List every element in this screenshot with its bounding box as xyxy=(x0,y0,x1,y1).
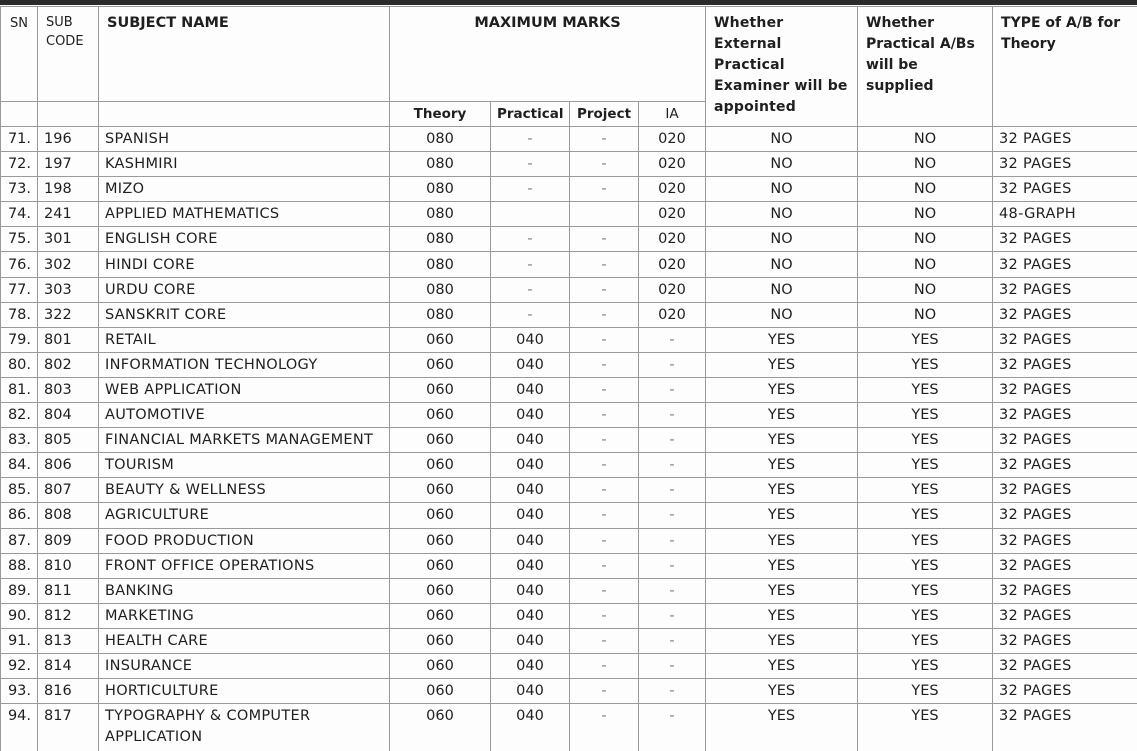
row-practical-marks: 040 xyxy=(491,628,570,653)
row-external-examiner: YES xyxy=(706,352,858,377)
row-external-examiner: NO xyxy=(706,202,858,227)
row-practical-marks: - xyxy=(491,252,570,277)
row-subject-name: RETAIL xyxy=(99,327,390,352)
row-sn: 76. xyxy=(1,252,38,277)
row-sn: 82. xyxy=(1,403,38,428)
row-project-marks: - xyxy=(570,403,639,428)
row-theory-marks: 060 xyxy=(390,704,491,751)
row-external-examiner: YES xyxy=(706,628,858,653)
row-ia-marks: 020 xyxy=(639,252,706,277)
row-project-marks: - xyxy=(570,252,639,277)
row-theory-marks: 060 xyxy=(390,403,491,428)
row-practical-ab-supplied: YES xyxy=(858,403,993,428)
table-row xyxy=(1,653,1137,678)
row-external-examiner: YES xyxy=(706,704,858,751)
row-external-examiner: YES xyxy=(706,327,858,352)
row-ia-marks: - xyxy=(639,352,706,377)
table-row xyxy=(1,628,1137,653)
header-sub-code xyxy=(38,7,99,102)
row-theory-marks: 060 xyxy=(390,679,491,704)
table-row xyxy=(1,578,1137,603)
row-ia-marks: 020 xyxy=(639,152,706,177)
header-project: Project xyxy=(570,102,639,127)
row-ia-marks: - xyxy=(639,377,706,402)
row-external-examiner: YES xyxy=(706,377,858,402)
row-ab-type: 32 PAGES xyxy=(993,352,1137,377)
table-row xyxy=(1,277,1137,302)
row-practical-ab-supplied: NO xyxy=(858,302,993,327)
row-practical-marks: 040 xyxy=(491,428,570,453)
row-project-marks: - xyxy=(570,428,639,453)
row-theory-marks: 060 xyxy=(390,453,491,478)
row-sub-code: 807 xyxy=(38,478,99,503)
row-project-marks: - xyxy=(570,679,639,704)
header-ab-type: TYPE of A/B for Theory xyxy=(993,7,1137,127)
row-sn: 81. xyxy=(1,377,38,402)
row-ia-marks: - xyxy=(639,679,706,704)
header-subject-blank xyxy=(99,102,390,127)
row-ia-marks: - xyxy=(639,403,706,428)
row-sub-code: 301 xyxy=(38,227,99,252)
row-practical-ab-supplied: NO xyxy=(858,177,993,202)
row-practical-ab-supplied: NO xyxy=(858,152,993,177)
row-ia-marks: - xyxy=(639,628,706,653)
row-external-examiner: YES xyxy=(706,428,858,453)
header-sn-blank xyxy=(1,102,38,127)
row-theory-marks: 080 xyxy=(390,152,491,177)
row-sub-code: 302 xyxy=(38,252,99,277)
table-row xyxy=(1,252,1137,277)
row-theory-marks: 080 xyxy=(390,302,491,327)
row-sn: 85. xyxy=(1,478,38,503)
row-practical-ab-supplied: NO xyxy=(858,252,993,277)
row-theory-marks: 060 xyxy=(390,578,491,603)
row-project-marks xyxy=(570,202,639,227)
row-practical-marks xyxy=(491,202,570,227)
row-external-examiner: YES xyxy=(706,553,858,578)
row-practical-marks: 040 xyxy=(491,352,570,377)
row-practical-ab-supplied: NO xyxy=(858,202,993,227)
row-sn: 80. xyxy=(1,352,38,377)
row-sub-code: 322 xyxy=(38,302,99,327)
row-subject-name: HINDI CORE xyxy=(99,252,390,277)
header-maximum-marks: MAXIMUM MARKS xyxy=(390,7,706,102)
row-subject-name: WEB APPLICATION xyxy=(99,377,390,402)
row-subject-name: BANKING xyxy=(99,578,390,603)
row-project-marks: - xyxy=(570,453,639,478)
row-ia-marks: - xyxy=(639,327,706,352)
row-external-examiner: YES xyxy=(706,453,858,478)
row-practical-ab-supplied: NO xyxy=(858,127,993,152)
row-project-marks: - xyxy=(570,277,639,302)
row-theory-marks: 060 xyxy=(390,553,491,578)
row-subject-name: SANSKRIT CORE xyxy=(99,302,390,327)
row-project-marks: - xyxy=(570,302,639,327)
row-project-marks: - xyxy=(570,653,639,678)
table-row xyxy=(1,352,1137,377)
row-sn: 79. xyxy=(1,327,38,352)
header-code-blank xyxy=(38,102,99,127)
table-row xyxy=(1,603,1137,628)
row-practical-ab-supplied: YES xyxy=(858,628,993,653)
row-practical-marks: 040 xyxy=(491,453,570,478)
row-project-marks: - xyxy=(570,503,639,528)
row-practical-ab-supplied: NO xyxy=(858,227,993,252)
row-sn: 78. xyxy=(1,302,38,327)
row-subject-name: AUTOMOTIVE xyxy=(99,403,390,428)
row-project-marks: - xyxy=(570,327,639,352)
row-external-examiner: NO xyxy=(706,302,858,327)
row-theory-marks: 060 xyxy=(390,327,491,352)
row-external-examiner: YES xyxy=(706,578,858,603)
row-theory-marks: 060 xyxy=(390,352,491,377)
row-external-examiner: NO xyxy=(706,277,858,302)
row-external-examiner: NO xyxy=(706,152,858,177)
row-practical-ab-supplied: YES xyxy=(858,352,993,377)
marks-table xyxy=(0,6,1137,751)
row-ab-type: 32 PAGES xyxy=(993,503,1137,528)
row-sub-code: 811 xyxy=(38,578,99,603)
row-sn: 74. xyxy=(1,202,38,227)
row-ia-marks: - xyxy=(639,603,706,628)
scan-top-edge xyxy=(0,0,1137,5)
row-sn: 93. xyxy=(1,679,38,704)
row-sn: 72. xyxy=(1,152,38,177)
row-sub-code: 241 xyxy=(38,202,99,227)
row-theory-marks: 060 xyxy=(390,628,491,653)
table-row xyxy=(1,403,1137,428)
row-ab-type: 32 PAGES xyxy=(993,327,1137,352)
row-practical-marks: 040 xyxy=(491,603,570,628)
row-ia-marks: - xyxy=(639,478,706,503)
row-practical-marks: - xyxy=(491,152,570,177)
row-project-marks: - xyxy=(570,377,639,402)
row-subject-name: SPANISH xyxy=(99,127,390,152)
table-row xyxy=(1,202,1137,227)
row-sub-code: 806 xyxy=(38,453,99,478)
row-ab-type: 32 PAGES xyxy=(993,528,1137,553)
row-practical-ab-supplied: NO xyxy=(858,277,993,302)
header-theory: Theory xyxy=(390,102,491,127)
row-external-examiner: YES xyxy=(706,478,858,503)
row-sn: 75. xyxy=(1,227,38,252)
row-theory-marks: 060 xyxy=(390,603,491,628)
row-ab-type: 32 PAGES xyxy=(993,152,1137,177)
row-practical-marks: - xyxy=(491,277,570,302)
row-ab-type: 32 PAGES xyxy=(993,377,1137,402)
row-subject-name: ENGLISH CORE xyxy=(99,227,390,252)
row-ab-type: 32 PAGES xyxy=(993,177,1137,202)
row-sn: 91. xyxy=(1,628,38,653)
header-practical: Practical xyxy=(491,102,570,127)
row-practical-ab-supplied: YES xyxy=(858,653,993,678)
row-ia-marks: - xyxy=(639,578,706,603)
table-row xyxy=(1,428,1137,453)
row-external-examiner: NO xyxy=(706,177,858,202)
row-theory-marks: 080 xyxy=(390,127,491,152)
row-sn: 87. xyxy=(1,528,38,553)
row-sub-code: 803 xyxy=(38,377,99,402)
row-sub-code: 817 xyxy=(38,704,99,751)
row-practical-ab-supplied: YES xyxy=(858,327,993,352)
row-external-examiner: YES xyxy=(706,679,858,704)
table-row xyxy=(1,327,1137,352)
row-subject-name: FRONT OFFICE OPERATIONS xyxy=(99,553,390,578)
row-project-marks: - xyxy=(570,628,639,653)
row-sn: 86. xyxy=(1,503,38,528)
row-ia-marks: - xyxy=(639,503,706,528)
row-project-marks: - xyxy=(570,227,639,252)
row-ab-type: 32 PAGES xyxy=(993,653,1137,678)
row-subject-name: HEALTH CARE xyxy=(99,628,390,653)
row-sub-code: 816 xyxy=(38,679,99,704)
row-sn: 92. xyxy=(1,653,38,678)
row-project-marks: - xyxy=(570,528,639,553)
row-ab-type: 32 PAGES xyxy=(993,553,1137,578)
row-sn: 84. xyxy=(1,453,38,478)
row-ab-type: 32 PAGES xyxy=(993,428,1137,453)
row-practical-ab-supplied: YES xyxy=(858,704,993,751)
row-external-examiner: NO xyxy=(706,252,858,277)
row-ab-type: 32 PAGES xyxy=(993,127,1137,152)
row-theory-marks: 060 xyxy=(390,653,491,678)
row-sub-code: 814 xyxy=(38,653,99,678)
row-practical-marks: 040 xyxy=(491,704,570,751)
row-ia-marks: 020 xyxy=(639,277,706,302)
header-ia: IA xyxy=(639,102,706,127)
row-practical-marks: - xyxy=(491,177,570,202)
row-sn: 88. xyxy=(1,553,38,578)
row-subject-name: KASHMIRI xyxy=(99,152,390,177)
table-row xyxy=(1,377,1137,402)
row-practical-marks: 040 xyxy=(491,553,570,578)
row-subject-name: FINANCIAL MARKETS MANAGEMENT xyxy=(99,428,390,453)
header-sn: SN xyxy=(1,7,38,102)
table-row xyxy=(1,679,1137,704)
row-ab-type: 32 PAGES xyxy=(993,252,1137,277)
row-practical-ab-supplied: YES xyxy=(858,679,993,704)
table-row xyxy=(1,453,1137,478)
table-row xyxy=(1,302,1137,327)
table-row xyxy=(1,503,1137,528)
row-ia-marks: 020 xyxy=(639,202,706,227)
row-project-marks: - xyxy=(570,478,639,503)
row-practical-marks: - xyxy=(491,227,570,252)
row-subject-name: TOURISM xyxy=(99,453,390,478)
header-row-main xyxy=(1,7,1137,102)
row-project-marks: - xyxy=(570,177,639,202)
row-ab-type: 32 PAGES xyxy=(993,403,1137,428)
row-project-marks: - xyxy=(570,578,639,603)
table-row xyxy=(1,553,1137,578)
row-sub-code: 196 xyxy=(38,127,99,152)
row-external-examiner: YES xyxy=(706,503,858,528)
header-sub-code-text: SUB CODE xyxy=(46,15,84,49)
row-subject-name: URDU CORE xyxy=(99,277,390,302)
row-sub-code: 812 xyxy=(38,603,99,628)
row-sub-code: 810 xyxy=(38,553,99,578)
row-subject-name: INFORMATION TECHNOLOGY xyxy=(99,352,390,377)
row-subject-name: TYPOGRAPHY & COMPUTER APPLICATION xyxy=(99,704,390,751)
row-ia-marks: - xyxy=(639,704,706,751)
table-row xyxy=(1,152,1137,177)
row-practical-ab-supplied: YES xyxy=(858,578,993,603)
row-ab-type: 32 PAGES xyxy=(993,478,1137,503)
row-sn: 89. xyxy=(1,578,38,603)
row-ab-type: 48-GRAPH xyxy=(993,202,1137,227)
table-row xyxy=(1,704,1137,751)
row-practical-ab-supplied: YES xyxy=(858,553,993,578)
row-project-marks: - xyxy=(570,553,639,578)
row-project-marks: - xyxy=(570,603,639,628)
row-ab-type: 32 PAGES xyxy=(993,277,1137,302)
row-ia-marks: 020 xyxy=(639,177,706,202)
row-practical-ab-supplied: YES xyxy=(858,503,993,528)
row-project-marks: - xyxy=(570,352,639,377)
row-ia-marks: - xyxy=(639,653,706,678)
row-project-marks: - xyxy=(570,127,639,152)
header-subject-name: SUBJECT NAME xyxy=(99,7,390,102)
row-practical-ab-supplied: YES xyxy=(858,428,993,453)
table-row xyxy=(1,127,1137,152)
row-practical-ab-supplied: YES xyxy=(858,603,993,628)
row-external-examiner: YES xyxy=(706,653,858,678)
table-row xyxy=(1,478,1137,503)
row-ab-type: 32 PAGES xyxy=(993,628,1137,653)
row-sn: 83. xyxy=(1,428,38,453)
row-subject-name: APPLIED MATHEMATICS xyxy=(99,202,390,227)
header-external-examiner: Whether External Practical Examiner will be appointed xyxy=(706,7,858,127)
row-practical-marks: 040 xyxy=(491,403,570,428)
row-practical-ab-supplied: YES xyxy=(858,377,993,402)
row-sub-code: 802 xyxy=(38,352,99,377)
row-theory-marks: 080 xyxy=(390,252,491,277)
row-theory-marks: 080 xyxy=(390,177,491,202)
row-sub-code: 805 xyxy=(38,428,99,453)
row-subject-name: FOOD PRODUCTION xyxy=(99,528,390,553)
row-sub-code: 809 xyxy=(38,528,99,553)
row-ab-type: 32 PAGES xyxy=(993,603,1137,628)
row-project-marks: - xyxy=(570,152,639,177)
row-external-examiner: NO xyxy=(706,127,858,152)
row-ia-marks: 020 xyxy=(639,302,706,327)
row-practical-marks: 040 xyxy=(491,528,570,553)
row-practical-ab-supplied: YES xyxy=(858,478,993,503)
row-external-examiner: NO xyxy=(706,227,858,252)
row-ab-type: 32 PAGES xyxy=(993,453,1137,478)
row-ab-type: 32 PAGES xyxy=(993,679,1137,704)
row-external-examiner: YES xyxy=(706,603,858,628)
row-sub-code: 198 xyxy=(38,177,99,202)
row-practical-marks: 040 xyxy=(491,679,570,704)
row-external-examiner: YES xyxy=(706,403,858,428)
row-practical-marks: 040 xyxy=(491,377,570,402)
row-practical-ab-supplied: YES xyxy=(858,528,993,553)
header-practical-ab-supplied: Whether Practical A/Bs will be supplied xyxy=(858,7,993,127)
row-sub-code: 813 xyxy=(38,628,99,653)
row-practical-marks: 040 xyxy=(491,503,570,528)
row-theory-marks: 080 xyxy=(390,277,491,302)
row-project-marks: - xyxy=(570,704,639,751)
row-ab-type: 32 PAGES xyxy=(993,227,1137,252)
row-sub-code: 804 xyxy=(38,403,99,428)
row-sub-code: 801 xyxy=(38,327,99,352)
table-row xyxy=(1,227,1137,252)
row-subject-name: MARKETING xyxy=(99,603,390,628)
row-ia-marks: - xyxy=(639,453,706,478)
row-practical-marks: - xyxy=(491,302,570,327)
row-theory-marks: 060 xyxy=(390,503,491,528)
row-sub-code: 197 xyxy=(38,152,99,177)
row-sub-code: 303 xyxy=(38,277,99,302)
row-subject-name: MIZO xyxy=(99,177,390,202)
row-theory-marks: 060 xyxy=(390,377,491,402)
row-ia-marks: - xyxy=(639,553,706,578)
row-sn: 94. xyxy=(1,704,38,751)
table-row xyxy=(1,177,1137,202)
row-practical-marks: 040 xyxy=(491,327,570,352)
row-theory-marks: 060 xyxy=(390,528,491,553)
row-ab-type: 32 PAGES xyxy=(993,578,1137,603)
row-theory-marks: 080 xyxy=(390,227,491,252)
row-theory-marks: 080 xyxy=(390,202,491,227)
row-sub-code: 808 xyxy=(38,503,99,528)
row-sn: 73. xyxy=(1,177,38,202)
row-sn: 77. xyxy=(1,277,38,302)
row-practical-marks: 040 xyxy=(491,578,570,603)
table-row xyxy=(1,528,1137,553)
row-sn: 90. xyxy=(1,603,38,628)
row-ia-marks: 020 xyxy=(639,227,706,252)
row-ia-marks: 020 xyxy=(639,127,706,152)
row-external-examiner: YES xyxy=(706,528,858,553)
row-ab-type: 32 PAGES xyxy=(993,704,1137,751)
row-subject-name: INSURANCE xyxy=(99,653,390,678)
row-theory-marks: 060 xyxy=(390,478,491,503)
row-subject-name: AGRICULTURE xyxy=(99,503,390,528)
row-practical-ab-supplied: YES xyxy=(858,453,993,478)
row-practical-marks: 040 xyxy=(491,653,570,678)
table-body xyxy=(1,127,1137,751)
row-practical-marks: - xyxy=(491,127,570,152)
row-ab-type: 32 PAGES xyxy=(993,302,1137,327)
row-ia-marks: - xyxy=(639,528,706,553)
row-ia-marks: - xyxy=(639,428,706,453)
row-theory-marks: 060 xyxy=(390,428,491,453)
row-practical-marks: 040 xyxy=(491,478,570,503)
row-sn: 71. xyxy=(1,127,38,152)
row-subject-name: BEAUTY & WELLNESS xyxy=(99,478,390,503)
row-subject-name: HORTICULTURE xyxy=(99,679,390,704)
